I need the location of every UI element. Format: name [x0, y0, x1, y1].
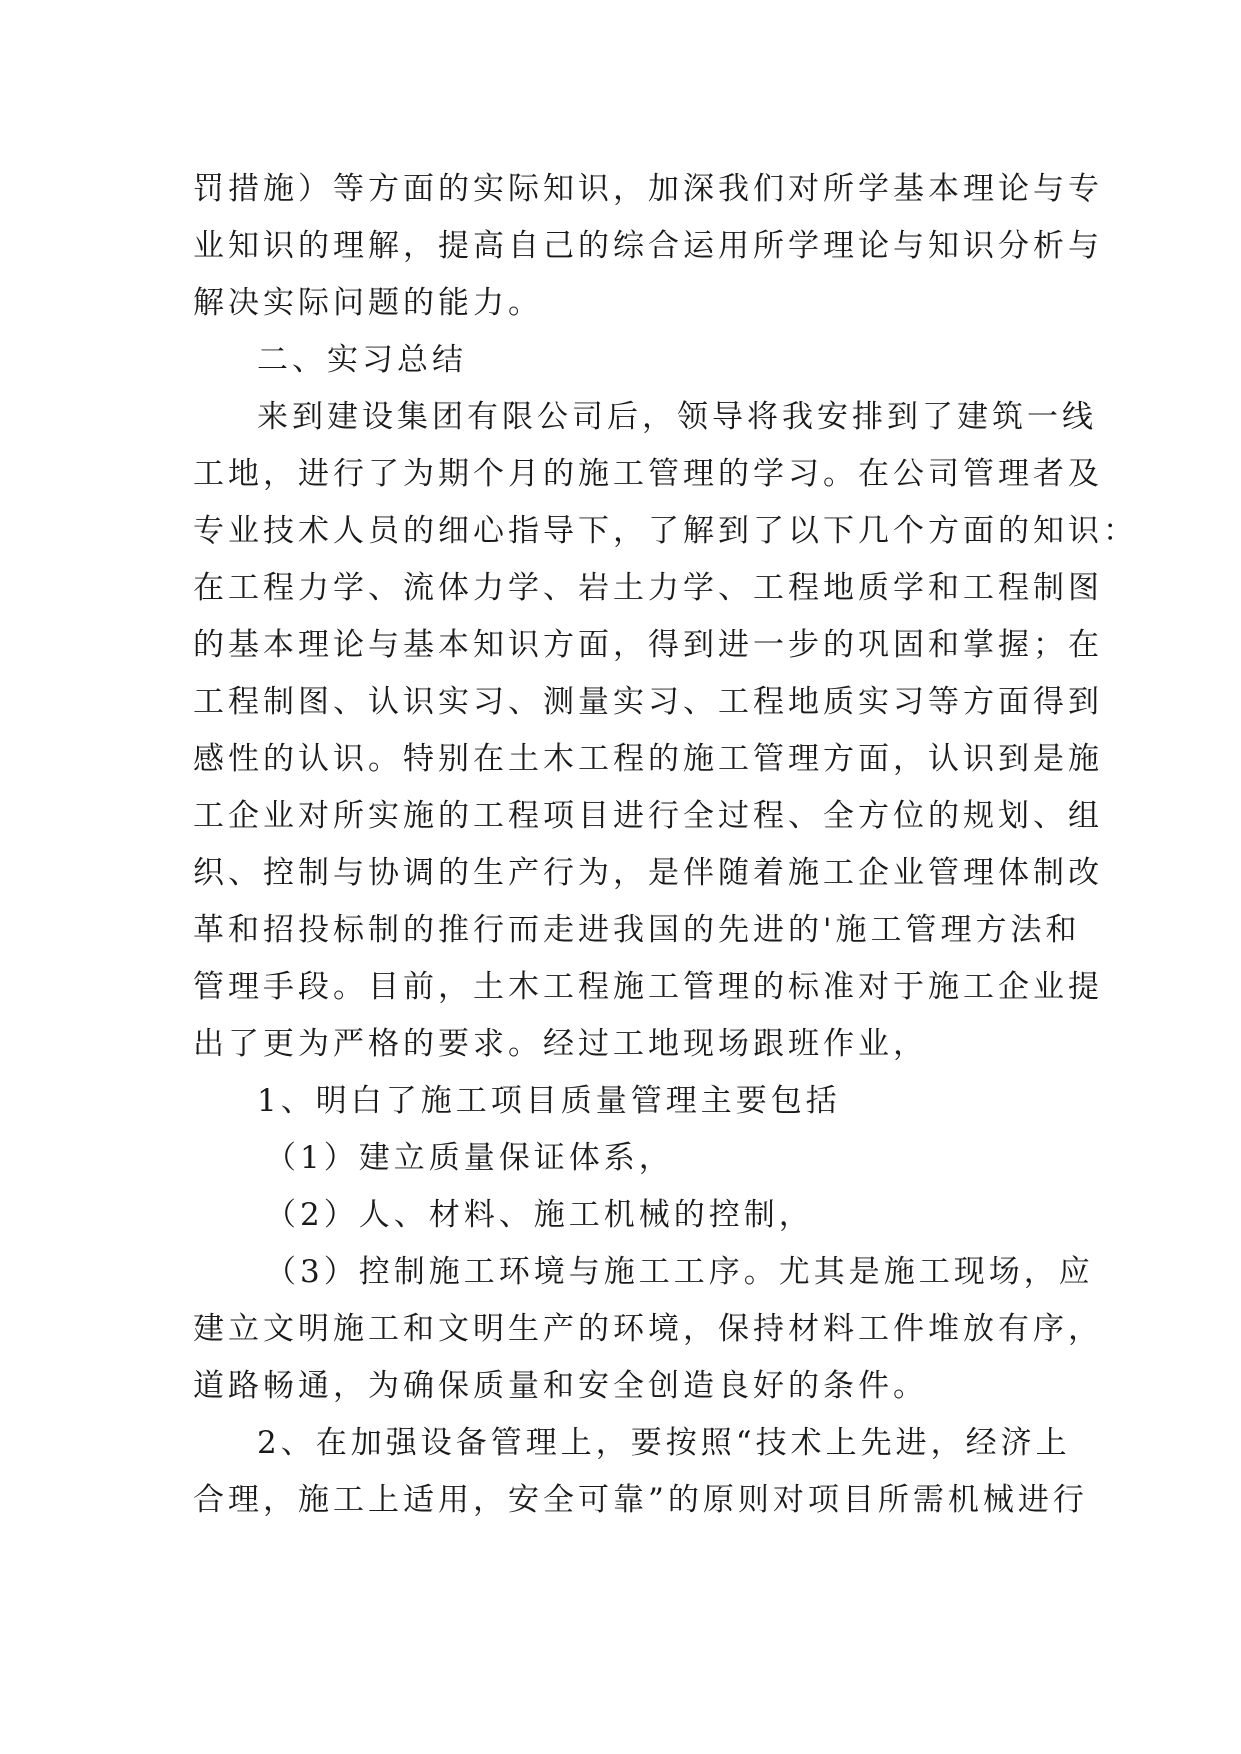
- text-line: 织、控制与协调的生产行为，是伴随着施工企业管理体制改: [193, 855, 1103, 891]
- text-line: 业知识的理解，提高自己的综合运用所学理论与知识分析与: [193, 228, 1103, 264]
- body-text: [193, 161, 1138, 1529]
- text-line: 工企业对所实施的工程项目进行全过程、全方位的规划、组: [193, 798, 1103, 834]
- text-line: 出了更为严格的要求。经过工地现场跟班作业，: [193, 1026, 928, 1062]
- section-heading: 二、实习总结: [257, 342, 467, 378]
- text-line: 道路畅通，为确保质量和安全创造良好的条件。: [193, 1368, 928, 1404]
- text-line: 在工程力学、流体力学、岩土力学、工程地质学和工程制图: [193, 570, 1103, 606]
- list-item: （3）控制施工环境与施工工序。尤其是施工现场，应: [265, 1254, 1094, 1290]
- text-line: 管理手段。目前，土木工程施工管理的标准对于施工企业提: [193, 969, 1103, 1005]
- list-item: 1、明白了施工项目质量管理主要包括: [257, 1083, 841, 1119]
- list-item: （1）建立质量保证体系，: [265, 1140, 674, 1176]
- text-line: 建立文明施工和文明生产的环境，保持材料工件堆放有序，: [193, 1311, 1103, 1347]
- text-line: 革和招投标制的推行而走进我国的先进的'施工管理方法和: [193, 912, 1081, 948]
- text-line: 工程制图、认识实习、测量实习、工程地质实习等方面得到: [193, 684, 1103, 720]
- list-item: 2、在加强设备管理上，要按照“技术上先进，经济上: [257, 1425, 1071, 1461]
- text-line: 工地，进行了为期个月的施工管理的学习。在公司管理者及: [193, 456, 1103, 492]
- text-line: 的基本理论与基本知识方面，得到进一步的巩固和掌握；在: [193, 627, 1103, 663]
- list-item: （2）人、材料、施工机械的控制，: [265, 1197, 814, 1233]
- text-line: 合理，施工上适用，安全可靠”的原则对项目所需机械进行: [193, 1482, 1088, 1518]
- text-line: 来到建设集团有限公司后，领导将我安排到了建筑一线: [257, 399, 1097, 435]
- text-line: 解决实际问题的能力。: [193, 285, 543, 321]
- text-line: 感性的认识。特别在土木工程的施工管理方面，认识到是施: [193, 741, 1103, 777]
- text-line: 专业技术人员的细心指导下，了解到了以下几个方面的知识：: [193, 513, 1138, 549]
- text-line: 罚措施）等方面的实际知识，加深我们对所学基本理论与专: [193, 171, 1103, 207]
